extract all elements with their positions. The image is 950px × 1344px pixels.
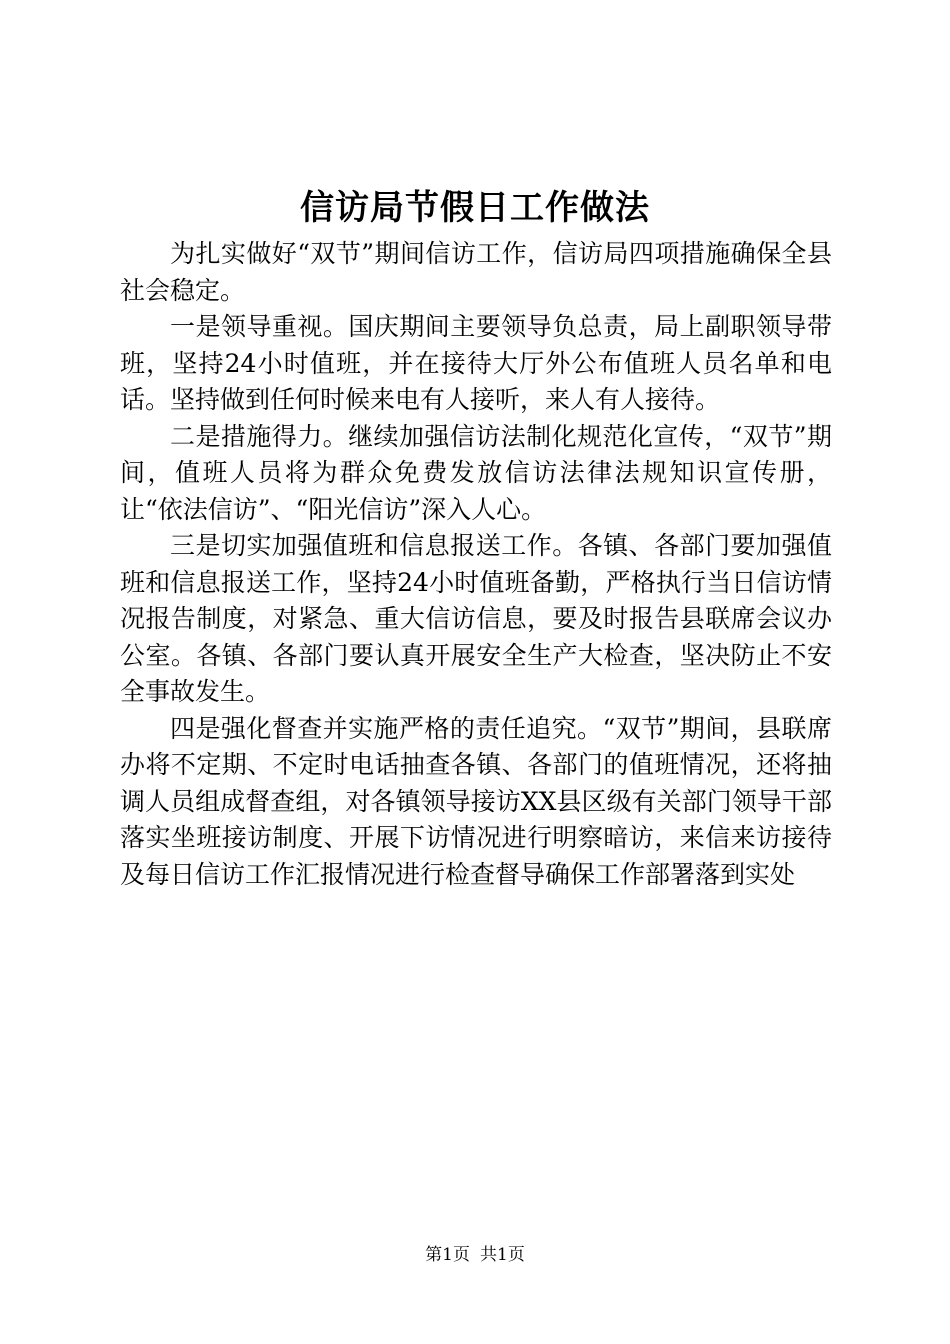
paragraph-point-3: 三是切实加强值班和信息报送工作。各镇、各部门要加强值班和信息报送工作，坚持24小时值班备勤，严格执行当日信访情况报告制度，对紧急、重大信访信息，要及时报告县联席会议办公室。各镇、各部门要认真开展安全生产大检查，坚决防止不安全事故发生。 — [120, 531, 832, 706]
document-title: 信访局节假日工作做法 — [300, 188, 650, 228]
document-body — [120, 236, 832, 893]
paragraph-point-2: 二是措施得力。继续加强信访法制化规范化宣传，“双节”期间，值班人员将为群众免费发放信访法律法规知识宣传册，让“依法信访”、“阳光信访”深入人心。 — [120, 421, 832, 524]
page-number-current: 第1页 — [425, 1245, 470, 1265]
paragraph-point-1: 一是领导重视。国庆期间主要领导负总责，局上副职领导带班，坚持24小时值班，并在接待大厅外公布值班人员名单和电话。坚持做到任何时候来电有人接听，来人有人接待。 — [120, 312, 832, 414]
page-number-total: 共1页 — [480, 1245, 525, 1265]
page-footer — [0, 1244, 950, 1266]
paragraph-point-4: 四是强化督查并实施严格的责任追究。“双节”期间，县联席办将不定期、不定时电话抽查各镇、各部门的值班情况，还将抽调人员组成督查组，对各镇领导接访XX县区级有关部门领导干部落实坐班接访制度、开展下访情况进行明察暗访，来信来访接待及每日信访工作汇报情况进行检查督导确保工作部署落到实处 — [120, 713, 832, 889]
paragraph-intro: 为扎实做好“双节”期间信访工作，信访局四项措施确保全县社会稳定。 — [120, 239, 832, 305]
